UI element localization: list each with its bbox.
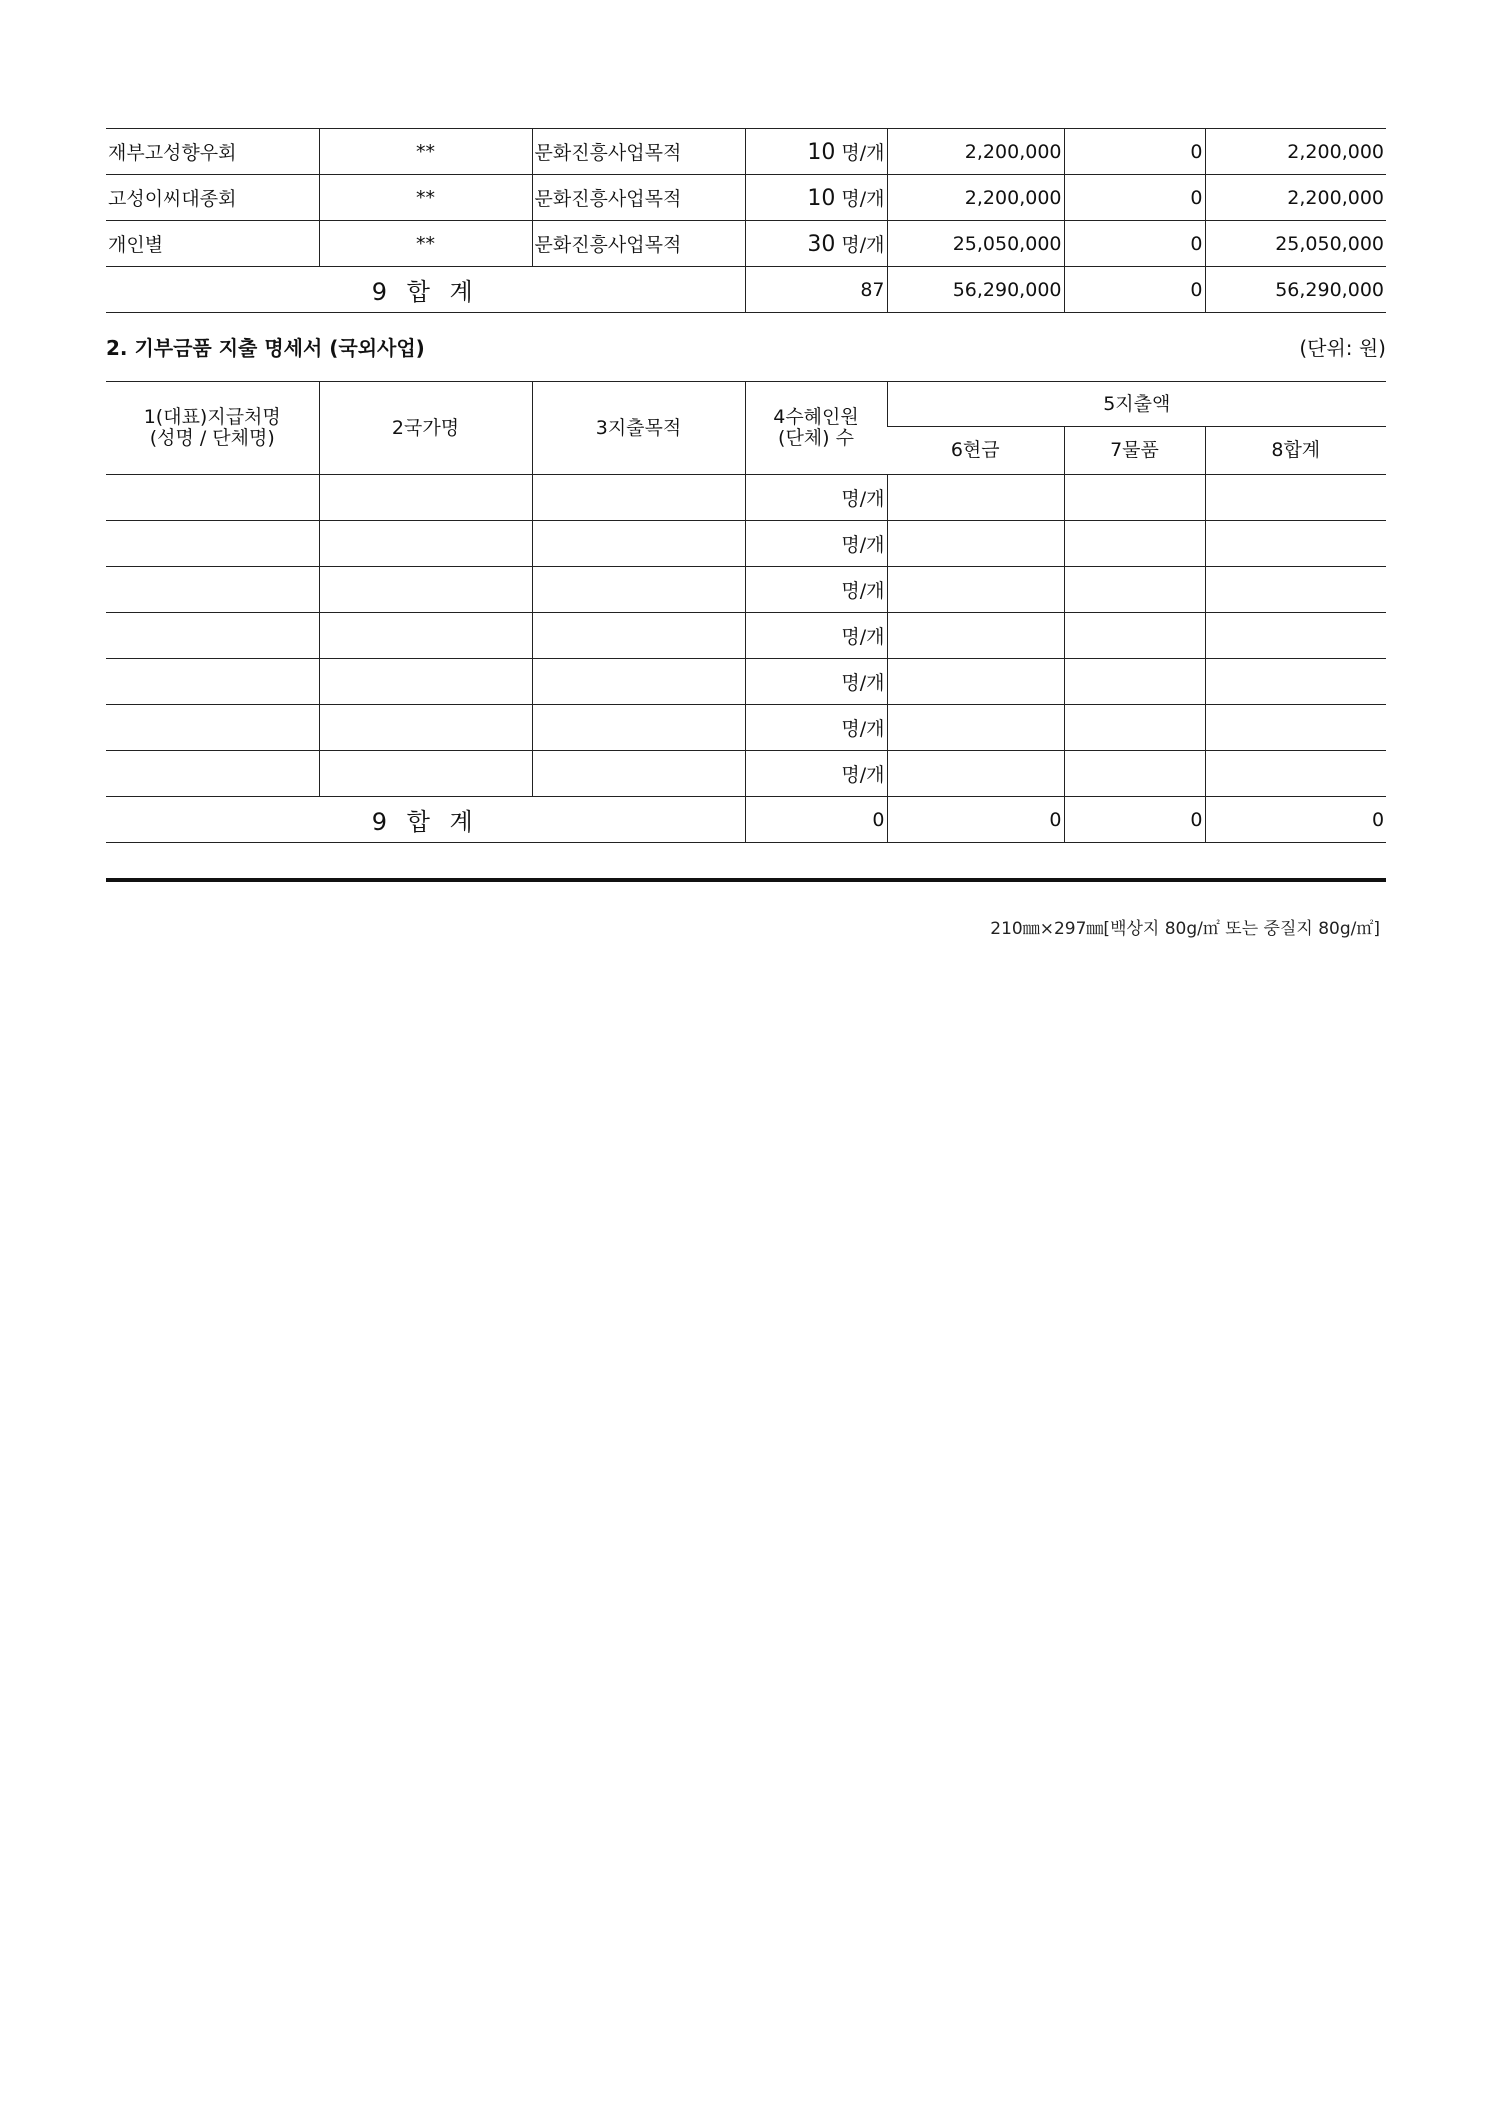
section-title: 2. 기부금품 지출 명세서 (국외사업)	[106, 336, 425, 360]
recipient-cell	[106, 475, 319, 521]
bottom-divider	[106, 878, 1386, 882]
header-recipient-line2: (성명 / 단체명)	[149, 427, 275, 449]
cash-cell	[887, 613, 1064, 659]
total-total: 0	[1205, 797, 1386, 843]
count-value: 10	[807, 140, 836, 165]
table-row	[106, 175, 1386, 221]
count-cell: 명/개	[745, 751, 887, 797]
total-cell: 25,050,000	[1205, 221, 1386, 267]
country-cell	[319, 659, 532, 705]
overseas-expenditure-table	[106, 381, 1386, 843]
country-cell	[319, 475, 532, 521]
total-cell: 2,200,000	[1205, 129, 1386, 175]
total-cash: 56,290,000	[887, 267, 1064, 313]
header-recipient	[106, 382, 319, 475]
recipient-cell: 고성이씨대종회	[106, 175, 319, 221]
goods-cell	[1064, 659, 1205, 705]
recipient-cell	[106, 751, 319, 797]
purpose-cell	[532, 659, 745, 705]
recipient-cell	[106, 659, 319, 705]
purpose-cell	[532, 521, 745, 567]
cash-cell	[887, 659, 1064, 705]
total-cell	[1205, 475, 1386, 521]
purpose-cell: 문화진흥사업목적	[532, 221, 745, 267]
table-row	[106, 751, 1386, 797]
total-row	[106, 797, 1386, 843]
recipient-cell: 개인별	[106, 221, 319, 267]
table-row	[106, 567, 1386, 613]
count-cell: 명/개	[745, 705, 887, 751]
count-cell: 명/개	[745, 659, 887, 705]
table-row	[106, 221, 1386, 267]
goods-cell: 0	[1064, 175, 1205, 221]
cash-cell: 25,050,000	[887, 221, 1064, 267]
goods-cell	[1064, 521, 1205, 567]
count-cell	[745, 129, 887, 175]
total-cash: 0	[887, 797, 1064, 843]
purpose-cell	[532, 613, 745, 659]
country-cell	[319, 751, 532, 797]
unit-note: (단위: 원)	[1299, 336, 1386, 360]
total-cell	[1205, 521, 1386, 567]
table-row	[106, 475, 1386, 521]
count-unit: 명/개	[841, 234, 885, 256]
count-cell: 명/개	[745, 567, 887, 613]
count-unit: 명/개	[841, 142, 885, 164]
table-row	[106, 521, 1386, 567]
count-unit: 명/개	[841, 188, 885, 210]
header-count-line1: 4수혜인원	[773, 406, 859, 428]
recipient-cell: 재부고성향우회	[106, 129, 319, 175]
purpose-cell	[532, 705, 745, 751]
goods-cell: 0	[1064, 129, 1205, 175]
table-row	[106, 705, 1386, 751]
total-row	[106, 267, 1386, 313]
recipient-cell	[106, 705, 319, 751]
total-count: 0	[745, 797, 887, 843]
table-row	[106, 659, 1386, 705]
goods-cell	[1064, 567, 1205, 613]
count-cell	[745, 175, 887, 221]
cash-cell	[887, 475, 1064, 521]
header-amount: 5지출액	[887, 382, 1386, 427]
header-country: 2국가명	[319, 382, 532, 475]
domestic-expenditure-table	[106, 128, 1386, 313]
total-cell	[1205, 659, 1386, 705]
total-goods: 0	[1064, 267, 1205, 313]
total-cell: 2,200,000	[1205, 175, 1386, 221]
count-cell: 명/개	[745, 475, 887, 521]
total-cell	[1205, 567, 1386, 613]
total-label: 9 합 계	[106, 797, 745, 843]
cash-cell: 2,200,000	[887, 175, 1064, 221]
table-row	[106, 613, 1386, 659]
count-value: 10	[807, 186, 836, 211]
header-count	[745, 382, 887, 475]
cash-cell	[887, 521, 1064, 567]
table-row	[106, 129, 1386, 175]
recipient-cell	[106, 567, 319, 613]
goods-cell	[1064, 613, 1205, 659]
count-cell	[745, 221, 887, 267]
header-count-line2: (단체) 수	[778, 427, 854, 449]
goods-cell	[1064, 705, 1205, 751]
total-total: 56,290,000	[1205, 267, 1386, 313]
paper-spec: 210㎜×297㎜[백상지 80g/㎡ 또는 중질지 80g/㎡]	[990, 919, 1380, 939]
header-recipient-line1: 1(대표)지급처명	[143, 406, 281, 428]
cash-cell	[887, 705, 1064, 751]
total-cell	[1205, 705, 1386, 751]
cash-cell	[887, 751, 1064, 797]
country-cell	[319, 567, 532, 613]
purpose-cell	[532, 751, 745, 797]
cash-cell: 2,200,000	[887, 129, 1064, 175]
country-cell: **	[319, 221, 532, 267]
recipient-cell	[106, 613, 319, 659]
count-cell: 명/개	[745, 521, 887, 567]
purpose-cell: 문화진흥사업목적	[532, 129, 745, 175]
country-cell	[319, 613, 532, 659]
header-cash: 6현금	[887, 427, 1064, 475]
purpose-cell: 문화진흥사업목적	[532, 175, 745, 221]
header-goods: 7물품	[1064, 427, 1205, 475]
header-purpose: 3지출목적	[532, 382, 745, 475]
total-label: 9 합 계	[106, 267, 745, 313]
total-count: 87	[745, 267, 887, 313]
total-cell	[1205, 613, 1386, 659]
count-value: 30	[807, 232, 836, 257]
country-cell	[319, 705, 532, 751]
recipient-cell	[106, 521, 319, 567]
count-cell: 명/개	[745, 613, 887, 659]
purpose-cell	[532, 475, 745, 521]
purpose-cell	[532, 567, 745, 613]
cash-cell	[887, 567, 1064, 613]
total-goods: 0	[1064, 797, 1205, 843]
total-cell	[1205, 751, 1386, 797]
header-row	[106, 382, 1386, 427]
goods-cell	[1064, 475, 1205, 521]
country-cell: **	[319, 175, 532, 221]
header-total: 8합계	[1205, 427, 1386, 475]
goods-cell: 0	[1064, 221, 1205, 267]
goods-cell	[1064, 751, 1205, 797]
country-cell: **	[319, 129, 532, 175]
country-cell	[319, 521, 532, 567]
